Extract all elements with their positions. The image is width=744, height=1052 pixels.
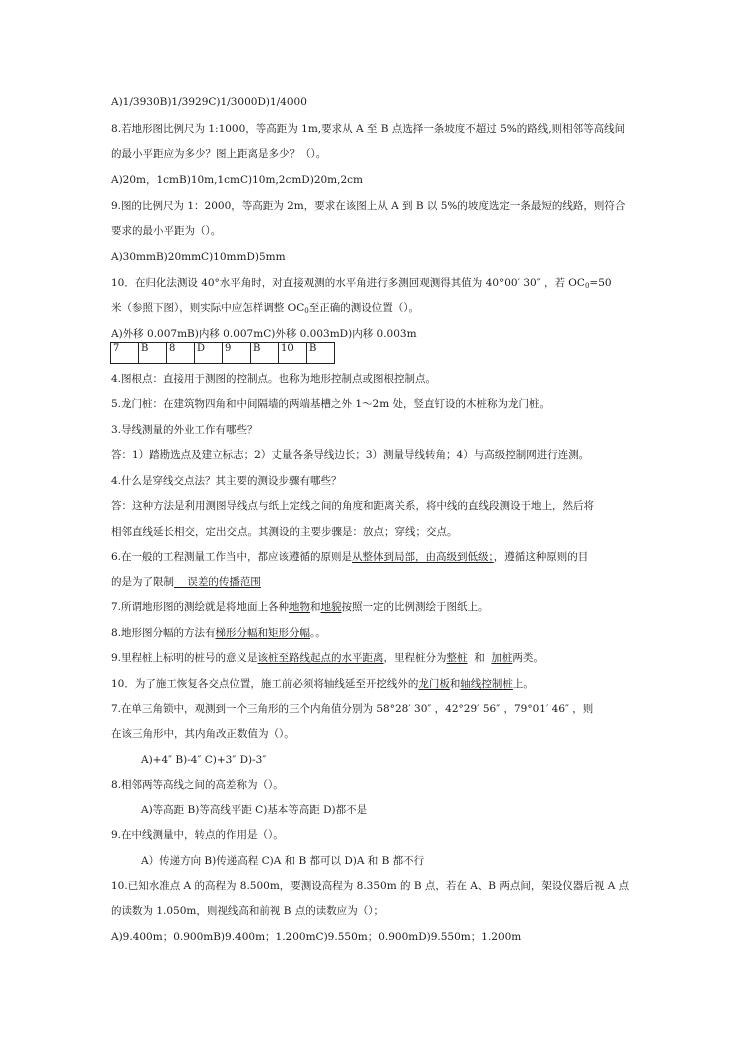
answer-4: 答：这种方法是利用测图导线点与纸上定线之间的角度和距离关系，将中线的直线段测设于地上，然后将 bbox=[111, 500, 594, 512]
choice-8: 8.相邻两等高线之间的高差称为（）。 bbox=[111, 779, 284, 791]
choice-9: 9.在中线测量中，转点的作用是（）。 bbox=[111, 829, 284, 841]
choice-10: 10.已知水准点 A 的高程为 8.500m，要测设高程为 8.350m 的 B 点，若在 A、B 两点间，架设仪器后视 A 点 bbox=[111, 880, 630, 892]
answer-cell: 8 bbox=[167, 343, 195, 364]
definition-4: 4.图根点：直接用于测图的控制点。也称为地形控制点或图根控制点。 bbox=[111, 373, 437, 385]
question-10-options: A)外移 0.007mB)内移 0.007mC)外移 0.003mD)内移 0.003m bbox=[111, 328, 417, 340]
answer-row bbox=[111, 343, 335, 364]
answer-cell: B bbox=[307, 343, 335, 364]
answer-3: 答：1）踏勘选点及建立标志；2）丈量各条导线边长；3）测量导线转角；4）与高级控制网进行连测。 bbox=[111, 449, 590, 461]
fill-blank-9: 9.里程桩上标明的桩号的意义是该桩至路线起点的水平距离，里程桩分为整桩 和 加桩两类。 bbox=[111, 652, 544, 664]
fill-blank-8: 8.地形图分幅的方法有梯形分幅和矩形分幅。。 bbox=[111, 627, 326, 639]
short-question-4: 4.什么是穿线交点法？其主要的测设步骤有哪些？ bbox=[111, 475, 342, 487]
choice-8-options: A)等高距 B)等高线平距 C)基本等高距 D)都不是 bbox=[141, 804, 368, 816]
answer-table bbox=[110, 342, 335, 364]
question-8-cont: 的最小平距应为多少？图上距离是多少？（）。 bbox=[111, 148, 327, 160]
answer-cell: D bbox=[195, 343, 223, 364]
choice-10-cont: 的读数为 1.050m，则视线高和前视 B 点的读数应为（）； bbox=[111, 905, 384, 917]
choice-7-cont: 在该三角形中，其内角改正数值为（）。 bbox=[111, 728, 295, 740]
fill-blank-7: 7.所谓地形图的测绘就是将地面上各种地物和地貌按照一定的比例测绘于图纸上。 bbox=[111, 601, 489, 613]
answer-cell: 7 bbox=[111, 343, 139, 364]
fill-blank-6: 6.在一般的工程测量工作当中，都应该遵循的原则是从整体到局部，由高级到低级；，遵循这种原则的目 bbox=[111, 551, 589, 563]
fill-blank-10: 10．为了施工恢复各交点位置，施工前必须将轴线延至开挖线外的龙门板和轴线控制桩上。 bbox=[111, 678, 534, 690]
choice-10-options: A)9.400m；0.900mB)9.400m；1.200mC)9.550m；0.900mD)9.550m；1.200m bbox=[111, 931, 522, 943]
definition-5: 5.龙门桩：在建筑物四角和中间隔墙的两端基槽之外 1～2m 处，竖直钉设的木桩称为龙门桩。 bbox=[111, 398, 551, 410]
question-options: A)1/3930B)1/3929C)1/3000D)1/4000 bbox=[111, 96, 307, 108]
question-10-cont: 米（参照下图），则实际中应怎样调整 $OC_0$至正确的测设位置（）。 bbox=[111, 302, 419, 315]
answer-cell: B bbox=[139, 343, 167, 364]
choice-9-options: A）传递方向 B)传递高程 C)A 和 B 都可以 D)A 和 B 都不行 bbox=[141, 855, 425, 867]
answer-cell: B bbox=[251, 343, 279, 364]
choice-7-options: A)+4″ B)-4″ C)+3″ D)-3″ bbox=[141, 754, 267, 766]
question-9-cont: 要求的最小平距为（）。 bbox=[111, 225, 222, 237]
question-8: 8.若地形图比例尺为 1:1000，等高距为 1m,要求从 A 至 B 点选择一条坡度不超过 5%的路线,则相邻等高线间 bbox=[111, 123, 626, 135]
short-question-3: 3.导线测量的外业工作有哪些？ bbox=[111, 424, 258, 436]
fill-blank-6-cont: 的是为了限制 误差的传播范围 bbox=[111, 576, 261, 588]
answer-cell: 10 bbox=[279, 343, 307, 364]
choice-7: 7.在单三角锁中，观测到一个三角形的三个内角值分别为 58°28′ 30″ ，42°29′ 56″ ，79°01′ 46″ ，则 bbox=[111, 703, 594, 715]
question-8-options: A)20m，1cmB)10m,1cmC)10m,2cmD)20m,2cm bbox=[111, 174, 363, 186]
question-10: 10．在归化法测设 40°水平角时，对直接观测的水平角进行多测回观测得其值为 40°00′ 30″ ，若 $OC_0=50$ bbox=[111, 277, 612, 290]
question-9: 9.图的比例尺为 1：2000，等高距为 2m，要求在该图上从 A 到 B 以 5%的坡度选定一条最短的线路，则符合 bbox=[111, 200, 626, 212]
question-9-options: A)30mmB)20mmC)10mmD)5mm bbox=[111, 251, 286, 263]
answer-4-cont: 相邻直线延长相交，定出交点。其测设的主要步骤是：放点；穿线；交点。 bbox=[111, 526, 458, 538]
answer-cell: 9 bbox=[223, 343, 251, 364]
